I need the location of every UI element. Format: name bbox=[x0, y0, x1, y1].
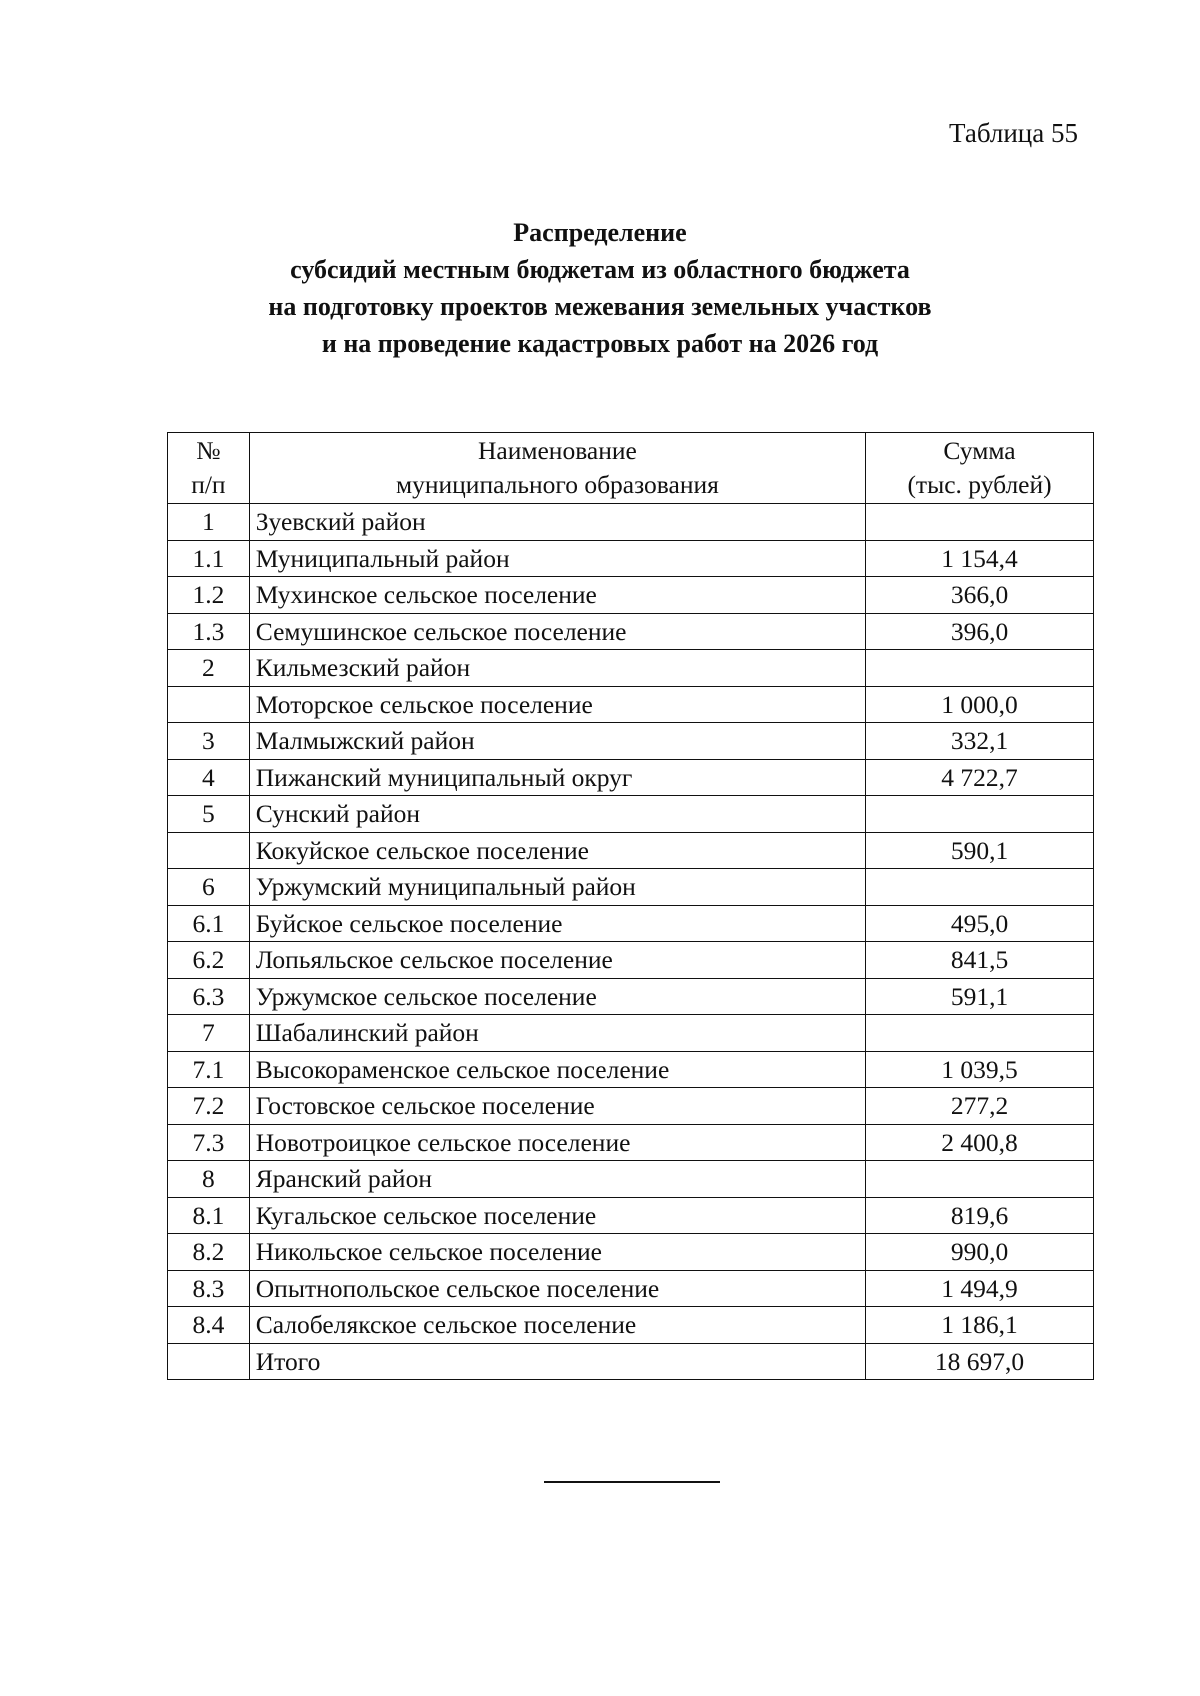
table-row bbox=[168, 1234, 1094, 1271]
subsidy-amount-cell: 1 039,5 bbox=[866, 1051, 1094, 1088]
municipality-name-cell: Кугальское сельское поселение bbox=[249, 1197, 865, 1234]
municipality-name-cell: Семушинское сельское поселение bbox=[249, 613, 865, 650]
table-row bbox=[168, 832, 1094, 869]
row-number-cell bbox=[168, 686, 250, 723]
row-number-cell: 1 bbox=[168, 504, 250, 541]
municipality-name-cell: Малмыжский район bbox=[249, 723, 865, 760]
header-row bbox=[168, 433, 1094, 504]
table-row bbox=[168, 613, 1094, 650]
municipality-name-cell: Зуевский район bbox=[249, 504, 865, 541]
header-number-line-2: п/п bbox=[191, 470, 226, 499]
table-body bbox=[168, 504, 1094, 1380]
subsidy-amount-cell bbox=[866, 650, 1094, 687]
municipality-name-cell: Салобелякское сельское поселение bbox=[249, 1307, 865, 1344]
table-row bbox=[168, 1124, 1094, 1161]
header-name bbox=[249, 433, 865, 504]
heading-line-1: Распределение bbox=[513, 218, 687, 247]
row-number-cell: 1.1 bbox=[168, 540, 250, 577]
subsidy-amount-cell bbox=[866, 1015, 1094, 1052]
municipality-name-cell: Гостовское сельское поселение bbox=[249, 1088, 865, 1125]
table-row bbox=[168, 504, 1094, 541]
row-number-cell: 8.4 bbox=[168, 1307, 250, 1344]
table-row bbox=[168, 1051, 1094, 1088]
table-row bbox=[168, 650, 1094, 687]
table-row bbox=[168, 1015, 1094, 1052]
heading-line-3: на подготовку проектов межевания земельных участков bbox=[268, 292, 932, 321]
subsidy-amount-cell: 1 494,9 bbox=[866, 1270, 1094, 1307]
municipality-name-cell: Сунский район bbox=[249, 796, 865, 833]
row-number-cell: 8.3 bbox=[168, 1270, 250, 1307]
subsidy-table bbox=[167, 432, 1094, 1380]
row-number-cell: 8.1 bbox=[168, 1197, 250, 1234]
row-number-cell: 7 bbox=[168, 1015, 250, 1052]
heading-line-2: субсидий местным бюджетам из областного бюджета bbox=[290, 255, 910, 284]
header-number bbox=[168, 433, 250, 504]
municipality-name-cell: Лопьяльское сельское поселение bbox=[249, 942, 865, 979]
header-sum bbox=[866, 433, 1094, 504]
subsidy-amount-cell: 18 697,0 bbox=[866, 1343, 1094, 1380]
row-number-cell: 5 bbox=[168, 796, 250, 833]
header-number-line-1: № bbox=[196, 436, 221, 465]
subsidy-amount-cell: 590,1 bbox=[866, 832, 1094, 869]
municipality-name-cell: Моторское сельское поселение bbox=[249, 686, 865, 723]
subsidy-amount-cell: 366,0 bbox=[866, 577, 1094, 614]
municipality-name-cell: Яранский район bbox=[249, 1161, 865, 1198]
subsidy-amount-cell: 1 000,0 bbox=[866, 686, 1094, 723]
subsidy-amount-cell: 819,6 bbox=[866, 1197, 1094, 1234]
header-name-line-1: Наименование bbox=[477, 436, 637, 465]
subsidy-amount-cell: 1 186,1 bbox=[866, 1307, 1094, 1344]
municipality-name-cell: Муниципальный район bbox=[249, 540, 865, 577]
header-name-line-2: муниципального образования bbox=[395, 470, 719, 499]
subsidy-amount-cell bbox=[866, 796, 1094, 833]
subsidy-amount-cell: 4 722,7 bbox=[866, 759, 1094, 796]
table-row bbox=[168, 723, 1094, 760]
subsidy-amount-cell bbox=[866, 869, 1094, 906]
subsidy-amount-cell: 495,0 bbox=[866, 905, 1094, 942]
municipality-name-cell: Буйское сельское поселение bbox=[249, 905, 865, 942]
table-row bbox=[168, 978, 1094, 1015]
table-row bbox=[168, 1270, 1094, 1307]
row-number-cell: 8.2 bbox=[168, 1234, 250, 1271]
municipality-name-cell: Новотроицкое сельское поселение bbox=[249, 1124, 865, 1161]
row-number-cell: 6 bbox=[168, 869, 250, 906]
table-row bbox=[168, 796, 1094, 833]
table-row bbox=[168, 942, 1094, 979]
subsidy-amount-cell: 2 400,8 bbox=[866, 1124, 1094, 1161]
subsidy-amount-cell bbox=[866, 504, 1094, 541]
table-number-label: Таблица 55 bbox=[949, 118, 1078, 148]
subsidy-amount-cell: 396,0 bbox=[866, 613, 1094, 650]
row-number-cell: 1.2 bbox=[168, 577, 250, 614]
table-row bbox=[168, 1343, 1094, 1380]
subsidy-amount-cell: 332,1 bbox=[866, 723, 1094, 760]
header-sum-line-1: Сумма bbox=[943, 436, 1016, 465]
table-row bbox=[168, 869, 1094, 906]
row-number-cell bbox=[168, 832, 250, 869]
municipality-name-cell: Опытнопольское сельское поселение bbox=[249, 1270, 865, 1307]
municipality-name-cell: Кокуйское сельское поселение bbox=[249, 832, 865, 869]
row-number-cell: 7.1 bbox=[168, 1051, 250, 1088]
document-heading bbox=[0, 214, 1200, 362]
subsidy-amount-cell: 841,5 bbox=[866, 942, 1094, 979]
closing-rule bbox=[544, 1481, 720, 1483]
municipality-name-cell: Итого bbox=[249, 1343, 865, 1380]
municipality-name-cell: Уржумский муниципальный район bbox=[249, 869, 865, 906]
table-header bbox=[168, 433, 1094, 504]
row-number-cell: 7.2 bbox=[168, 1088, 250, 1125]
municipality-name-cell: Никольское сельское поселение bbox=[249, 1234, 865, 1271]
subsidy-amount-cell: 990,0 bbox=[866, 1234, 1094, 1271]
subsidy-amount-cell: 591,1 bbox=[866, 978, 1094, 1015]
header-sum-line-2: (тыс. рублей) bbox=[907, 470, 1052, 499]
municipality-name-cell: Шабалинский район bbox=[249, 1015, 865, 1052]
table-row bbox=[168, 905, 1094, 942]
heading-line-4: и на проведение кадастровых работ на 2026 год bbox=[321, 329, 879, 358]
table-row bbox=[168, 1307, 1094, 1344]
municipality-name-cell: Высокораменское сельское поселение bbox=[249, 1051, 865, 1088]
row-number-cell: 2 bbox=[168, 650, 250, 687]
table-row bbox=[168, 759, 1094, 796]
row-number-cell: 1.3 bbox=[168, 613, 250, 650]
subsidy-amount-cell bbox=[866, 1161, 1094, 1198]
table-row bbox=[168, 577, 1094, 614]
municipality-name-cell: Мухинское сельское поселение bbox=[249, 577, 865, 614]
municipality-name-cell: Пижанский муниципальный округ bbox=[249, 759, 865, 796]
table-row bbox=[168, 1088, 1094, 1125]
municipality-name-cell: Кильмезский район bbox=[249, 650, 865, 687]
row-number-cell bbox=[168, 1343, 250, 1380]
table-row bbox=[168, 686, 1094, 723]
table-row bbox=[168, 540, 1094, 577]
row-number-cell: 4 bbox=[168, 759, 250, 796]
row-number-cell: 6.2 bbox=[168, 942, 250, 979]
row-number-cell: 7.3 bbox=[168, 1124, 250, 1161]
row-number-cell: 8 bbox=[168, 1161, 250, 1198]
row-number-cell: 3 bbox=[168, 723, 250, 760]
subsidy-amount-cell: 277,2 bbox=[866, 1088, 1094, 1125]
table-row bbox=[168, 1197, 1094, 1234]
municipality-name-cell: Уржумское сельское поселение bbox=[249, 978, 865, 1015]
row-number-cell: 6.3 bbox=[168, 978, 250, 1015]
subsidy-amount-cell: 1 154,4 bbox=[866, 540, 1094, 577]
table-row bbox=[168, 1161, 1094, 1198]
row-number-cell: 6.1 bbox=[168, 905, 250, 942]
